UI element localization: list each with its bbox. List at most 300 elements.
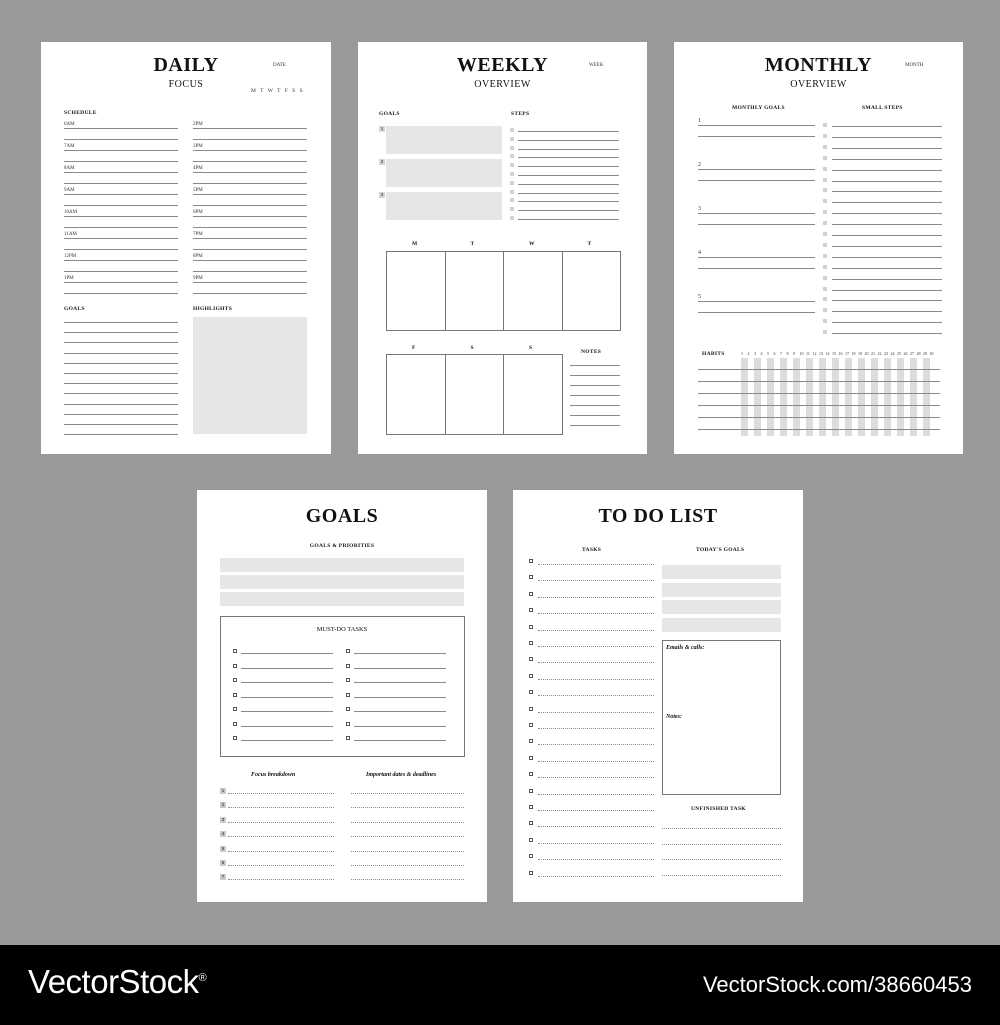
schedule-line (193, 216, 307, 217)
notes-line (570, 415, 620, 416)
must-do-tasks-box (220, 616, 465, 757)
step-line (518, 201, 619, 202)
habit-day-number: 26 (903, 351, 908, 356)
steps-label: STEPS (511, 111, 530, 117)
deadline-line (351, 836, 464, 837)
notes-line (570, 395, 620, 396)
habit-row-line (698, 405, 940, 406)
step-bullet (823, 199, 827, 203)
schedule-line (64, 227, 178, 228)
step-line (518, 210, 619, 211)
step-bullet (823, 287, 827, 291)
goal-box (386, 192, 502, 220)
step-bullet (823, 265, 827, 269)
task-checkbox (529, 575, 533, 579)
schedule-line (193, 183, 307, 184)
step-line (832, 181, 942, 182)
habit-day-number: 20 (864, 351, 869, 356)
day-box (386, 251, 446, 331)
step-line (832, 148, 942, 149)
task-line (538, 695, 654, 696)
task-checkbox (529, 707, 533, 711)
time-label: 6PM (193, 210, 203, 215)
task-checkbox (529, 690, 533, 694)
time-label: 11AM (64, 232, 77, 237)
step-bullet (823, 145, 827, 149)
habit-day-number: 5 (767, 351, 769, 356)
monthly-goals-label: MONTHLY GOALS (732, 105, 785, 111)
step-bullet (510, 137, 514, 141)
focus-line (228, 851, 334, 852)
goal-number: 3 (380, 192, 384, 197)
highlights-box (193, 317, 307, 434)
task-line (538, 679, 654, 680)
habit-row-line (698, 417, 940, 418)
habit-day-number: 13 (819, 351, 823, 356)
schedule-line (193, 161, 307, 162)
step-bullet (510, 207, 514, 211)
deadline-line (351, 865, 464, 866)
weekday-letters: M T W T F S S (251, 88, 305, 94)
task-checkbox (346, 649, 350, 653)
todo-title: TO DO LIST (598, 505, 718, 527)
step-bullet (823, 178, 827, 182)
task-line (354, 653, 446, 654)
step-bullet (510, 146, 514, 150)
vectorstock-logo (28, 963, 206, 1001)
focus-number: 4 (221, 831, 225, 837)
notes-line (570, 385, 620, 386)
time-label: 3PM (193, 144, 203, 149)
habit-day-number: 24 (890, 351, 895, 356)
schedule-line (193, 271, 307, 272)
weekly-subtitle: OVERVIEW (474, 79, 531, 90)
focus-number: 5 (221, 845, 225, 851)
goal-number: 2 (698, 162, 701, 168)
task-line (538, 826, 654, 827)
registered-mark: ® (198, 972, 207, 984)
task-line (538, 794, 654, 795)
time-label: 10AM (64, 210, 78, 215)
must-do-tasks-label: MUST-DO TASKS (316, 626, 368, 633)
deadline-line (351, 822, 464, 823)
task-line (354, 682, 446, 683)
goal-number: 5 (698, 294, 701, 300)
task-checkbox (346, 693, 350, 697)
habit-day-number: 3 (754, 351, 756, 356)
habit-day-number: 14 (825, 351, 830, 356)
step-bullet (823, 319, 827, 323)
step-line (832, 268, 942, 269)
step-bullet (510, 163, 514, 167)
habit-day-number: 16 (838, 351, 843, 356)
time-label: 8PM (193, 254, 203, 259)
schedule-line (64, 216, 178, 217)
goal-line (64, 414, 178, 415)
goal-box (386, 159, 502, 187)
schedule-line (193, 282, 307, 283)
task-checkbox (233, 722, 237, 726)
step-line (518, 193, 619, 194)
step-line (832, 191, 942, 192)
day-label: S (470, 345, 474, 351)
task-checkbox (529, 625, 533, 629)
step-bullet (510, 172, 514, 176)
daily-planner-page (41, 42, 331, 454)
step-line (832, 170, 942, 171)
schedule-line (64, 260, 178, 261)
task-line (354, 726, 446, 727)
emails-calls-label: Emails & calls: (666, 645, 705, 651)
goal-line (698, 257, 815, 258)
tasks-label: TASKS (582, 547, 602, 553)
deadline-line (351, 807, 464, 808)
focus-line (228, 807, 334, 808)
task-checkbox (529, 641, 533, 645)
step-line (832, 290, 942, 291)
goals-priorities-label: GOALS & PRIORITIES (309, 543, 375, 549)
schedule-line (193, 260, 307, 261)
focus-line (228, 793, 334, 794)
goal-line (698, 125, 815, 126)
image-id-text: VectorStock.com/38660453 (702, 972, 972, 997)
task-checkbox (529, 723, 533, 727)
step-bullet (823, 123, 827, 127)
time-label: 6AM (64, 122, 75, 127)
task-checkbox (529, 592, 533, 596)
task-checkbox (529, 772, 533, 776)
task-checkbox (233, 693, 237, 697)
task-checkbox (233, 736, 237, 740)
habit-day-number: 10 (799, 351, 804, 356)
day-label: F (412, 345, 416, 351)
schedule-line (193, 293, 307, 294)
schedule-line (193, 139, 307, 140)
priority-bar-3 (220, 592, 464, 606)
schedule-line (193, 194, 307, 195)
task-line (241, 682, 333, 683)
task-line (538, 630, 654, 631)
habit-day-number: 8 (786, 351, 789, 356)
todays-goal-bar (662, 565, 781, 579)
habit-row-line (698, 393, 940, 394)
habit-day-number: 18 (851, 351, 856, 356)
goal-line (64, 404, 178, 405)
focus-line (228, 822, 334, 823)
goal-number: 2 (380, 159, 384, 164)
weekly-notes-label: NOTES (581, 349, 602, 355)
habit-day-number: 6 (773, 351, 776, 356)
unfinished-task-label: UNFINISHED TASK (691, 806, 746, 812)
habit-day-number: 15 (832, 351, 836, 356)
priority-bar-2 (220, 575, 464, 589)
task-line (538, 843, 654, 844)
goal-line (698, 301, 815, 302)
step-line (832, 202, 942, 203)
goal-line (64, 342, 178, 343)
step-bullet (823, 188, 827, 192)
notes-line (570, 365, 620, 366)
time-label: 9PM (193, 276, 203, 281)
goal-line (698, 136, 815, 137)
task-line (241, 740, 333, 741)
task-line (538, 777, 654, 778)
schedule-line (64, 161, 178, 162)
time-label: 5PM (193, 188, 203, 193)
schedule-line (193, 205, 307, 206)
habit-day-number: 22 (877, 351, 882, 356)
habit-day-number: 2 (747, 351, 750, 356)
habit-day-number: 7 (780, 351, 782, 356)
time-label: 12PM (64, 254, 77, 259)
notes-line (570, 425, 620, 426)
week-label: WEEK (589, 63, 604, 68)
goal-line (64, 322, 178, 323)
habit-row-line (698, 429, 940, 430)
habit-day-number: 1 (741, 351, 743, 356)
task-line (538, 613, 654, 614)
unfinished-line (662, 859, 781, 860)
task-checkbox (529, 821, 533, 825)
step-line (832, 126, 942, 127)
day-label: T (470, 241, 475, 247)
notes-line (570, 405, 620, 406)
habit-day-number: 17 (845, 351, 849, 356)
notes-label: Notes: (666, 714, 682, 720)
goal-number: 4 (698, 250, 701, 256)
habit-day-number: 9 (793, 351, 795, 356)
monthly-subtitle: OVERVIEW (790, 79, 847, 90)
brand-name: VectorStock (28, 963, 199, 1000)
day-label: W (529, 241, 535, 247)
schedule-line (64, 293, 178, 294)
habit-day-number: 19 (858, 351, 862, 356)
task-line (241, 697, 333, 698)
daily-goals-label: GOALS (64, 306, 85, 312)
task-line (538, 728, 654, 729)
todo-list-page (513, 490, 803, 902)
step-bullet (823, 243, 827, 247)
goal-number: 1 (698, 118, 701, 124)
todays-goal-bar (662, 600, 781, 614)
goal-line (64, 373, 178, 374)
habit-row-line (698, 369, 940, 370)
task-checkbox (346, 707, 350, 711)
task-checkbox (529, 756, 533, 760)
day-box (503, 354, 563, 435)
daily-title: DAILY (153, 54, 219, 76)
step-line (832, 300, 942, 301)
notes-line (570, 375, 620, 376)
goal-line (64, 424, 178, 425)
task-checkbox (529, 789, 533, 793)
step-line (832, 213, 942, 214)
task-checkbox (233, 678, 237, 682)
schedule-line (193, 172, 307, 173)
habit-day-number: 27 (910, 351, 914, 356)
focus-line (228, 865, 334, 866)
task-checkbox (529, 559, 533, 563)
goal-line (64, 332, 178, 333)
monthly-planner-page (674, 42, 963, 454)
goal-line (698, 213, 815, 214)
task-line (354, 711, 446, 712)
task-line (538, 859, 654, 860)
watermark-footer (0, 945, 1000, 1025)
step-bullet (823, 167, 827, 171)
step-line (832, 159, 942, 160)
step-bullet (823, 276, 827, 280)
todays-goal-bar (662, 618, 781, 632)
focus-number: 3 (221, 816, 225, 822)
step-bullet (823, 254, 827, 258)
task-line (538, 580, 654, 581)
task-line (241, 653, 333, 654)
task-line (538, 662, 654, 663)
goal-line (698, 180, 815, 181)
unfinished-line (662, 875, 781, 876)
focus-number: 2 (221, 802, 225, 808)
schedule-line (64, 249, 178, 250)
task-checkbox (346, 736, 350, 740)
step-line (518, 184, 619, 185)
step-bullet (510, 181, 514, 185)
task-line (241, 726, 333, 727)
focus-number: 7 (221, 874, 225, 880)
schedule-line (193, 249, 307, 250)
habit-day-number: 11 (806, 351, 810, 356)
goal-number: 1 (380, 126, 384, 131)
focus-breakdown-label: Focus breakdown (251, 772, 296, 778)
step-line (832, 279, 942, 280)
day-box (562, 251, 622, 331)
task-line (241, 668, 333, 669)
goal-box (386, 126, 502, 154)
step-bullet (823, 330, 827, 334)
todays-goals-label: TODAY'S GOALS (696, 547, 745, 553)
time-label: 7PM (193, 232, 203, 237)
schedule-line (193, 128, 307, 129)
task-checkbox (346, 678, 350, 682)
focus-line (228, 836, 334, 837)
schedule-line (64, 172, 178, 173)
deadline-line (351, 851, 464, 852)
goal-line (64, 383, 178, 384)
schedule-line (193, 227, 307, 228)
day-label: S (529, 345, 533, 351)
unfinished-line (662, 844, 781, 845)
task-line (538, 712, 654, 713)
highlights-label: HIGHLIGHTS (193, 306, 233, 312)
step-bullet (823, 156, 827, 160)
important-dates-label: Important dates & deadlines (366, 772, 437, 778)
time-label: 7AM (64, 144, 75, 149)
small-steps-label: SMALL STEPS (862, 105, 903, 111)
schedule-label: SCHEDULE (64, 110, 97, 116)
monthly-title: MONTHLY (764, 54, 873, 76)
goal-line (64, 363, 178, 364)
goal-line (698, 169, 815, 170)
task-checkbox (346, 664, 350, 668)
schedule-line (64, 271, 178, 272)
habit-day-number: 25 (897, 351, 901, 356)
task-checkbox (529, 871, 533, 875)
goal-line (698, 312, 815, 313)
schedule-line (64, 139, 178, 140)
task-line (538, 761, 654, 762)
month-label: MONTH (905, 63, 924, 68)
time-label: 1PM (64, 276, 74, 281)
step-bullet (823, 210, 827, 214)
step-bullet (823, 232, 827, 236)
schedule-line (64, 238, 178, 239)
step-line (832, 333, 942, 334)
task-line (538, 744, 654, 745)
unfinished-line (662, 828, 781, 829)
step-line (832, 137, 942, 138)
habit-day-number: 12 (812, 351, 817, 356)
task-checkbox (529, 854, 533, 858)
step-bullet (823, 221, 827, 225)
step-line (832, 224, 942, 225)
task-checkbox (529, 657, 533, 661)
task-line (538, 564, 654, 565)
step-line (518, 219, 619, 220)
step-line (518, 149, 619, 150)
step-bullet (510, 128, 514, 132)
task-checkbox (529, 805, 533, 809)
goals-page (197, 490, 487, 902)
todays-goal-bar (662, 583, 781, 597)
goal-line (698, 224, 815, 225)
goal-number: 3 (698, 206, 701, 212)
step-line (832, 257, 942, 258)
time-label: 2PM (193, 122, 203, 127)
step-bullet (510, 190, 514, 194)
habit-day-number: 21 (871, 351, 875, 356)
task-line (354, 668, 446, 669)
task-checkbox (529, 739, 533, 743)
schedule-line (64, 205, 178, 206)
task-checkbox (346, 722, 350, 726)
day-box (503, 251, 563, 331)
step-line (832, 322, 942, 323)
task-checkbox (233, 664, 237, 668)
goals-title: GOALS (305, 505, 379, 527)
step-line (518, 166, 619, 167)
step-bullet (510, 198, 514, 202)
goal-line (64, 434, 178, 435)
habit-day-number: 23 (884, 351, 888, 356)
task-line (538, 646, 654, 647)
priority-bar-1 (220, 558, 464, 572)
step-line (832, 311, 942, 312)
goal-line (64, 393, 178, 394)
schedule-line (64, 183, 178, 184)
step-line (518, 175, 619, 176)
time-label: 8AM (64, 166, 75, 171)
weekly-title: WEEKLY (456, 54, 549, 76)
step-line (518, 157, 619, 158)
time-label: 9AM (64, 188, 75, 193)
day-label: T (587, 241, 592, 247)
task-checkbox (529, 838, 533, 842)
step-line (832, 246, 942, 247)
task-line (354, 697, 446, 698)
task-line (538, 876, 654, 877)
task-line (538, 810, 654, 811)
task-line (538, 597, 654, 598)
